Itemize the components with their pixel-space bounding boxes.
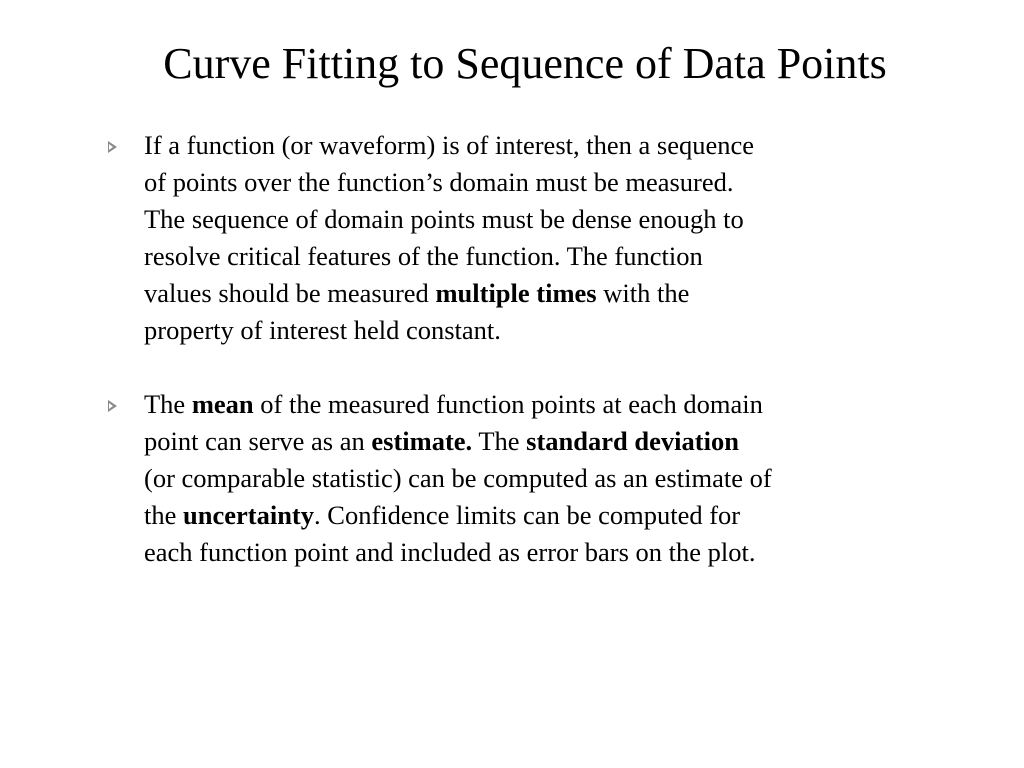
text-run: of points over the function’s domain must be measured. [144,167,734,197]
text-run: point can serve as an [144,426,372,456]
bullet-line [144,460,964,497]
arrowhead-bullet-icon [108,400,117,412]
text-run: The [144,389,192,419]
text-run: resolve critical features of the function. The function [144,241,703,271]
text-run: The [472,426,527,456]
emphasis-mean: mean [191,389,254,419]
text-run: . Confidence limits can be computed for [314,500,741,530]
text-run: each function point and included as error bars on the plot. [144,537,756,567]
emphasis-uncertainty: uncertainty [183,500,315,530]
text-run: of the measured function points at each domain [253,389,763,419]
bullet-line [144,238,964,275]
arrowhead-bullet-icon [108,141,117,153]
emphasis-standard-deviation: standard deviation [526,426,739,456]
bullet-line [144,497,964,534]
bullet-line [144,127,964,164]
bullet-line [144,164,964,201]
bullet-line [144,423,964,460]
text-run: values should be measured [144,278,436,308]
bullet-line [144,386,964,423]
bullet-line [144,312,964,349]
emphasis-multiple-times: multiple times [435,278,597,308]
bullet-line [144,201,964,238]
bullet-line [144,534,964,571]
bullet-list [104,127,964,571]
text-run: the [144,500,183,530]
text-run: If a function (or waveform) is of interest, then a sequence [144,130,754,160]
slide-title: Curve Fitting to Sequence of Data Points [163,39,887,88]
text-run: (or comparable statistic) can be computed as an estimate of [144,463,772,493]
emphasis-estimate: estimate. [371,426,473,456]
text-run: with the [596,278,690,308]
bullet-item-statistics [104,386,964,571]
bullet-line [144,275,964,312]
bullet-item-measurement [104,127,964,349]
text-run: The sequence of domain points must be dense enough to [144,204,744,234]
text-run: property of interest held constant. [144,315,501,345]
